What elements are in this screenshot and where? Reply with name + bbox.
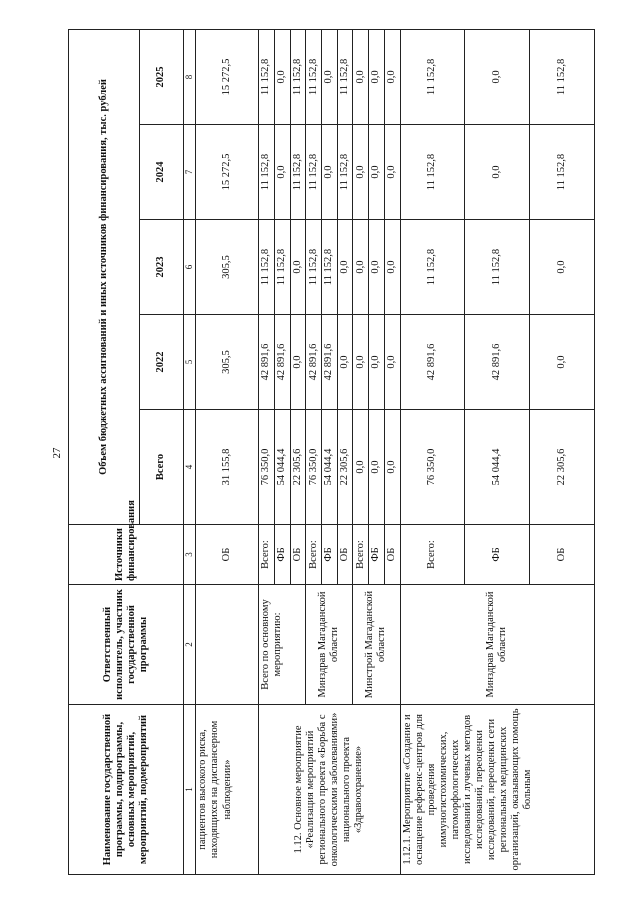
rotated-table-container: [68, 30, 595, 875]
table-row: ОБ 22 305,6 0,0 0,0 11 152,8 11 152,8: [530, 29, 595, 874]
table-row: пациентов высокого риска, находящихся на диспансерном наблюдении» ОБ 31 155,8 305,5 305,5 15 272,5 15 272,5: [196, 29, 259, 874]
table-row: ФБ 54 044,4 42 891,6 11 152,8 0,0 0,0: [465, 29, 530, 874]
table-row: ФБ 54 044,4 42 891,6 11 152,8 0,0 0,0: [321, 29, 337, 874]
header-2024: 2024: [140, 125, 184, 220]
header-total: Всего: [140, 410, 184, 525]
header-2023: 2023: [140, 220, 184, 315]
table-row: 1.12. Основное мероприятие «Реализация мероприятий регионального проекта «Борьба с онкологическими заболеваниями» национального проекта «Здравоохранение» Всего по основному мероприятию: Всего: 76 350,0 42 891,6 11 152,8 11 152,8 11 152,8: [259, 29, 275, 874]
header-source: Источники финансирования: [69, 525, 184, 585]
table-row: Минздрав Магаданской области Всего: 76 350,0 42 891,6 11 152,8 11 152,8 11 152,8: [306, 29, 322, 874]
header-budget-group: Объем бюджетных ассигнований и иных источников финансирования, тыс. рублей: [69, 29, 140, 524]
block-112-minzdrav: Минздрав Магаданской области: [306, 585, 353, 705]
block-1121-exec: Минздрав Магаданской области: [400, 585, 594, 705]
header-2022: 2022: [140, 315, 184, 410]
table-row: 1.12.1. Мероприятие «Создание и оснащение референс-центров для проведения иммуногистохимических, патоморфологических исследований и лучевых методов исследований, переоценки исследований, переоценки сети региональных медицинских организаций, оказывающих помощь больным Минздрав Магаданской области Всего: 76 350,0 42 891,6 11 152,8 11 152,8 11 152,8: [400, 29, 465, 874]
header-executor: Ответственный исполнитель, участник государственной программы: [69, 585, 184, 705]
table-row: ОБ 22 305,6 0,0 0,0 11 152,8 11 152,8: [337, 29, 353, 874]
block-1121-name: 1.12.1. Мероприятие «Создание и оснащение референс-центров для проведения иммуногистохимических, патоморфологических исследований и лучевых методов исследований, переоценки исследований, переоценки сети региональных медицинских организаций, оказывающих помощь больным: [400, 705, 594, 875]
table-row: ФБ 54 044,4 42 891,6 11 152,8 0,0 0,0: [274, 29, 290, 874]
budget-table: [68, 29, 595, 875]
index-row: 1 2 3 4 5 6 7 8: [183, 29, 196, 874]
table-row: ОБ 22 305,6 0,0 0,0 11 152,8 11 152,8: [290, 29, 306, 874]
block-112-name: 1.12. Основное мероприятие «Реализация мероприятий регионального проекта «Борьба с онкологическими заболеваниями» национального проекта «Здравоохранение»: [259, 705, 400, 875]
block-112-minstroy: Минстрой Магаданской области: [353, 585, 400, 705]
block-112-total-exec: Всего по основному мероприятию:: [259, 585, 306, 705]
page-number: 27: [51, 447, 63, 459]
table-row: Минстрой Магаданской области Всего: 0,0 0,0 0,0 0,0 0,0: [353, 29, 369, 874]
table-row: ОБ 0,0 0,0 0,0 0,0 0,0: [384, 29, 400, 874]
row-a-name: пациентов высокого риска, находящихся на диспансерном наблюдении»: [196, 705, 259, 875]
header-2025: 2025: [140, 29, 184, 124]
table-row: ФБ 0,0 0,0 0,0 0,0 0,0: [369, 29, 385, 874]
header-name: Наименование государственной программы, подпрограммы, основных мероприятий, мероприятий, подмероприятий: [69, 705, 184, 875]
